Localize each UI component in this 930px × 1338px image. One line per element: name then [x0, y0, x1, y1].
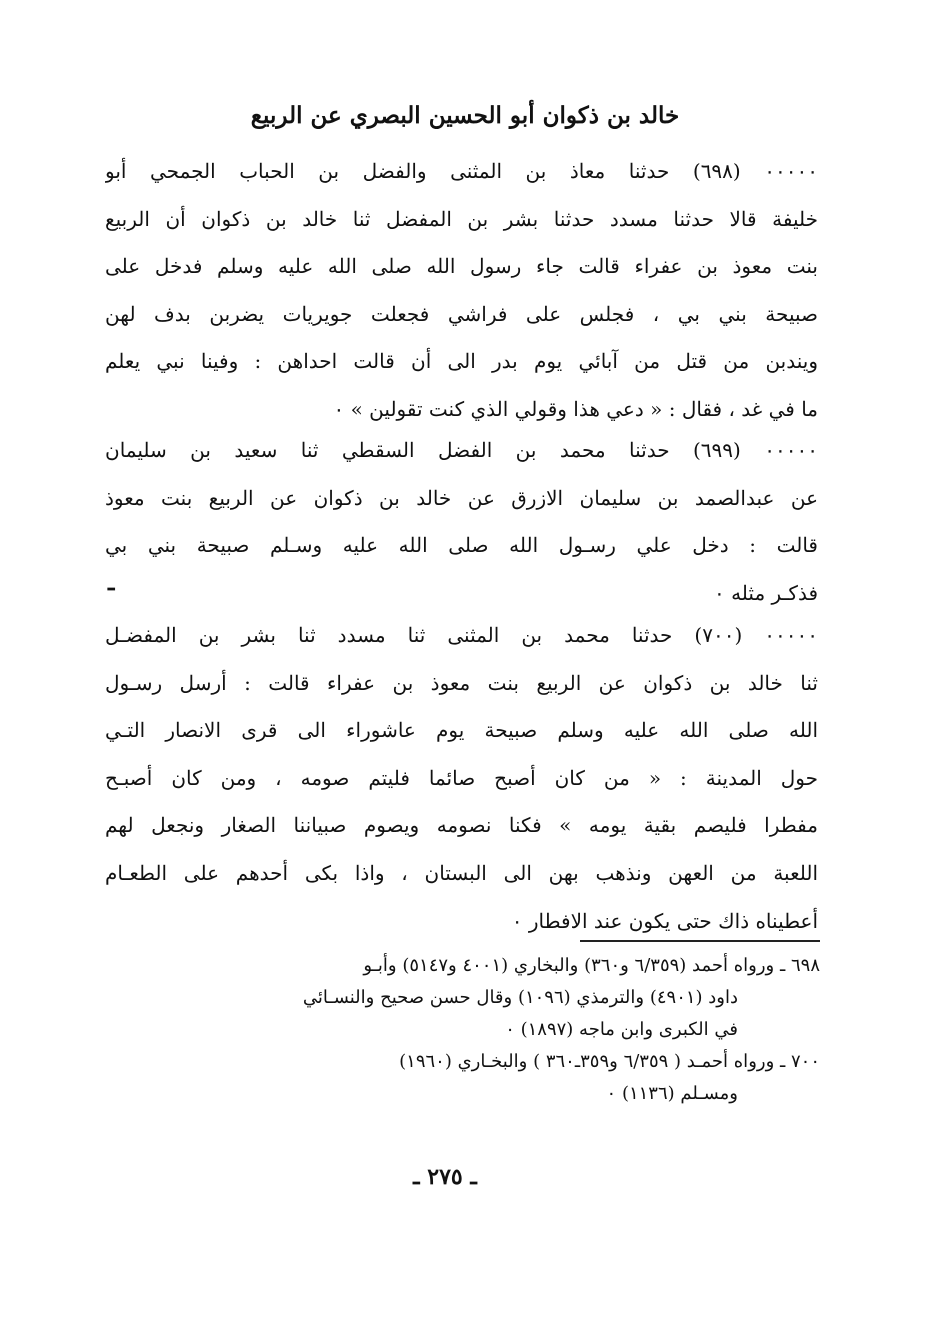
text-line: أعطيناه ذاك حتى يكون عند الافطار ٠	[511, 908, 818, 933]
text-line: ما في غد ، فقال : « دعي هذا وقولي الذي كنت تقولين » ٠	[333, 396, 818, 421]
text-line: قالت : دخل علي رسـول الله صلى الله عليه وسـلم صبيحة بني بي	[105, 533, 818, 558]
text-line: حول المدينة : « من كان أصبح صائما فليتم صومه ، ومن كان أصبـح	[105, 765, 818, 790]
footnotes	[95, 950, 820, 1110]
trailing-dash: ـ	[108, 570, 115, 596]
footnote-line: ٧٠٠ ـ ورواه أحمـد ( ٦/٣٥٩ و٣٥٩ـ٣٦٠ ) والبخـاري (١٩٦٠)	[399, 1051, 820, 1072]
chapter-title: خالد بن ذكوان أبو الحسين البصري عن الربيع	[250, 102, 680, 129]
page-number: ـ ٢٧٥ ـ	[413, 1164, 477, 1190]
footnote-line: ٦٩٨ ـ ورواه أحمد (٦/٣٥٩ و٣٦٠) والبخاري (٤٠٠١ و٥١٤٧) وأبـو	[363, 955, 820, 976]
hadith-699	[105, 427, 818, 617]
text-line: الله صلى الله عليه وسلم صبيحة يوم عاشوراء الى قرى الانصار التـي	[105, 718, 818, 743]
footnote-divider	[580, 940, 820, 942]
text-line: اللعبة من العهن ونذهب بهن الى البستان ، واذا بكى أحدهم على الطعـام	[105, 860, 818, 885]
hadith-698	[105, 148, 818, 434]
text-line: ٠٠٠٠٠ (٦٩٩) حدثنا محمد بن الفضل السقطي ثنا سعيد بن سليمان	[105, 438, 818, 462]
text-line: بنت معوذ بن عفراء قالت جاء رسول الله صلى الله عليه وسلم فدخل على	[105, 254, 818, 279]
footnote-line: في الكبرى وابن ماجه (١٨٩٧) ٠	[505, 1019, 738, 1040]
text-line: مفطرا فليصم بقية يومه » فكنا نصومه ويصوم صبياننا الصغار ونجعل لهم	[105, 813, 818, 838]
text-line: فذكـر مثله ٠	[713, 580, 818, 605]
text-line: ثنا خالد بن ذكوان عن الربيع بنت معوذ بن عفراء قالت : أرسل رسـول	[105, 670, 818, 695]
footnote-line: ومسـلم (١١٣٦) ٠	[606, 1083, 738, 1104]
hadith-700	[105, 612, 818, 945]
text-line: ويندبن من قتل من آبائي يوم بدر الى أن قالت احداهن : وفينا نبي يعلم	[105, 349, 818, 374]
text-line: خليفة قالا حدثنا مسدد حدثنا بشر بن المفضل ثنا خالد بن ذكوان أن الربيع	[105, 206, 818, 231]
text-line: عن عبدالصمد بن سليمان الازرق عن خالد بن ذكوان عن الربيع بنت معوذ	[105, 485, 818, 510]
text-line: صبيحة بني بي ، فجلس على فراشي فجعلت جويريات يضربن بدف لهن	[105, 301, 818, 326]
footnote-line: داود (٤٩٠١) والترمذي (١٠٩٦) وقال حسن صحيح والنسـائي	[302, 987, 738, 1008]
text-line: ٠٠٠٠٠ (٧٠٠) حدثنا محمد بن المثنى ثنا مسدد ثنا بشر بن المفضـل	[105, 623, 818, 647]
text-line: ٠٠٠٠٠ (٦٩٨) حدثنا معاذ بن المثنى والفضل بن الحباب الجمحي أبو	[105, 159, 818, 183]
